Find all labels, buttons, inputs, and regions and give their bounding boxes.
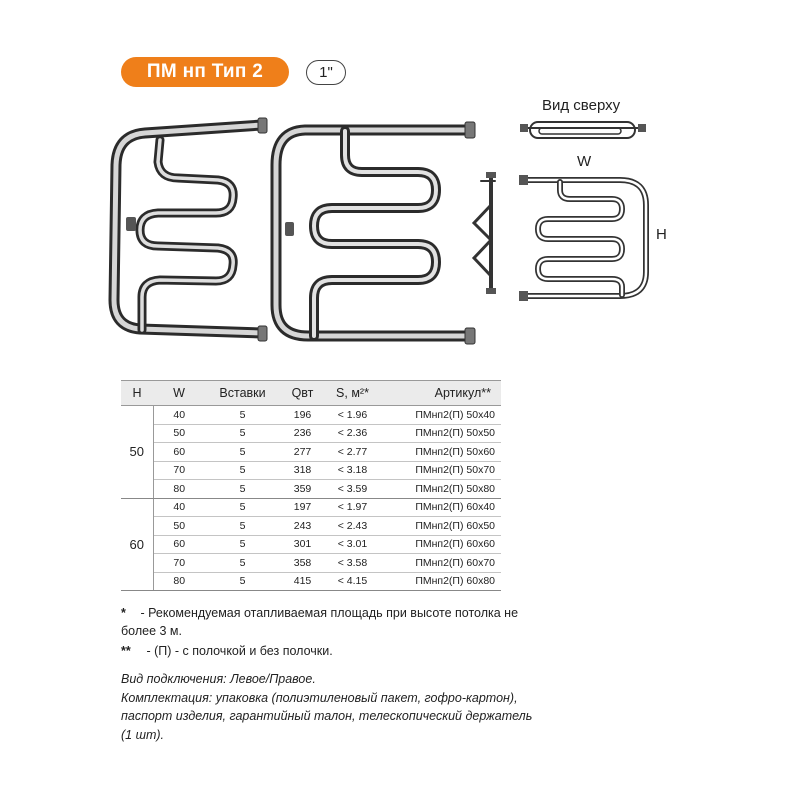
footnote-shelf-text: - (П) - с полочкой и без полочки. xyxy=(143,644,333,658)
table-row xyxy=(121,517,501,536)
area-cell: < 3.18 xyxy=(325,461,380,480)
height-cell: 60 xyxy=(121,498,153,591)
power-cell: 236 xyxy=(280,424,325,443)
area-cell: < 3.01 xyxy=(325,535,380,554)
inserts-cell: 5 xyxy=(205,572,280,591)
power-cell: 358 xyxy=(280,554,325,573)
power-cell: 359 xyxy=(280,480,325,499)
col-header-inserts: Вставки xyxy=(205,381,280,406)
width-cell: 60 xyxy=(153,535,205,554)
inserts-cell: 5 xyxy=(205,480,280,499)
dryer-photo-front xyxy=(276,122,475,344)
width-cell: 40 xyxy=(153,498,205,517)
article-cell: ПМнп2(П) 50х60 xyxy=(380,443,501,462)
table-row xyxy=(121,572,501,591)
area-cell: < 1.97 xyxy=(325,498,380,517)
article-cell: ПМнп2(П) 60х50 xyxy=(380,517,501,536)
specs-table xyxy=(121,380,501,591)
footnote-area-text: - Рекомендуемая отапливаемая площадь при высоте потолка не более 3 м. xyxy=(121,606,519,638)
footnote-shelf xyxy=(121,642,521,660)
dryer-side-view xyxy=(474,172,496,294)
inserts-cell: 5 xyxy=(205,443,280,462)
area-cell: < 3.59 xyxy=(325,480,380,499)
area-cell: < 2.43 xyxy=(325,517,380,536)
connection-type: Вид подключения: Левое/Правое. xyxy=(121,672,316,686)
table-row xyxy=(121,498,501,517)
footnote-area xyxy=(121,604,521,640)
product-details xyxy=(121,670,541,744)
col-header-article: Артикул** xyxy=(380,381,501,406)
inserts-cell: 5 xyxy=(205,461,280,480)
width-cell: 70 xyxy=(153,554,205,573)
area-cell: < 1.96 xyxy=(325,406,380,425)
width-cell: 50 xyxy=(153,517,205,536)
col-header-w: W xyxy=(153,381,205,406)
power-cell: 277 xyxy=(280,443,325,462)
width-cell: 40 xyxy=(153,406,205,425)
col-header-h: H xyxy=(121,381,153,406)
power-cell: 301 xyxy=(280,535,325,554)
area-cell: < 2.36 xyxy=(325,424,380,443)
dryer-top-view xyxy=(520,122,646,138)
article-cell: ПМнп2(П) 50х80 xyxy=(380,480,501,499)
table-row xyxy=(121,443,501,462)
inserts-cell: 5 xyxy=(205,554,280,573)
footnote-dstar-marker: ** xyxy=(121,644,131,658)
power-cell: 243 xyxy=(280,517,325,536)
width-cell: 80 xyxy=(153,480,205,499)
area-cell: < 4.15 xyxy=(325,572,380,591)
width-cell: 50 xyxy=(153,424,205,443)
table-row xyxy=(121,480,501,499)
inserts-cell: 5 xyxy=(205,517,280,536)
top-view-label: Вид сверху xyxy=(542,97,621,114)
power-cell: 197 xyxy=(280,498,325,517)
inserts-cell: 5 xyxy=(205,535,280,554)
footnote-star-marker: * xyxy=(121,606,126,620)
table-row xyxy=(121,461,501,480)
inserts-cell: 5 xyxy=(205,424,280,443)
product-title: ПМ нп Тип 2 xyxy=(146,61,264,82)
power-cell: 196 xyxy=(280,406,325,425)
table-row xyxy=(121,406,501,425)
dryer-front-schematic xyxy=(519,175,646,301)
article-cell: ПМнп2(П) 50х70 xyxy=(380,461,501,480)
table-row xyxy=(121,554,501,573)
article-cell: ПМнп2(П) 60х40 xyxy=(380,498,501,517)
table-row xyxy=(121,535,501,554)
power-cell: 318 xyxy=(280,461,325,480)
width-cell: 60 xyxy=(153,443,205,462)
specs-table-body xyxy=(121,406,501,591)
area-cell: < 3.58 xyxy=(325,554,380,573)
area-cell: < 2.77 xyxy=(325,443,380,462)
height-label: H xyxy=(656,226,667,243)
article-cell: ПМнп2(П) 60х70 xyxy=(380,554,501,573)
power-cell: 415 xyxy=(280,572,325,591)
article-cell: ПМнп2(П) 50х50 xyxy=(380,424,501,443)
connection-size: 1" xyxy=(319,64,333,81)
col-header-power: Qвт xyxy=(280,381,325,406)
dryer-photo-angled xyxy=(114,118,267,341)
inserts-cell: 5 xyxy=(205,406,280,425)
inserts-cell: 5 xyxy=(205,498,280,517)
article-cell: ПМнп2(П) 60х60 xyxy=(380,535,501,554)
package-contents: Комплектация: упаковка (полиэтиленовый пакет, гофро-картон), паспорт изделия, гарантийный талон, телескопический держатель (1 шт). xyxy=(121,690,533,742)
width-cell: 80 xyxy=(153,572,205,591)
footnotes xyxy=(121,604,521,662)
width-label: W xyxy=(577,153,592,170)
article-cell: ПМнп2(П) 60х80 xyxy=(380,572,501,591)
table-row xyxy=(121,424,501,443)
height-cell: 50 xyxy=(121,406,153,499)
article-cell: ПМнп2(П) 50х40 xyxy=(380,406,501,425)
specs-table-header xyxy=(121,381,501,406)
col-header-area: S, м²* xyxy=(325,381,380,406)
width-cell: 70 xyxy=(153,461,205,480)
